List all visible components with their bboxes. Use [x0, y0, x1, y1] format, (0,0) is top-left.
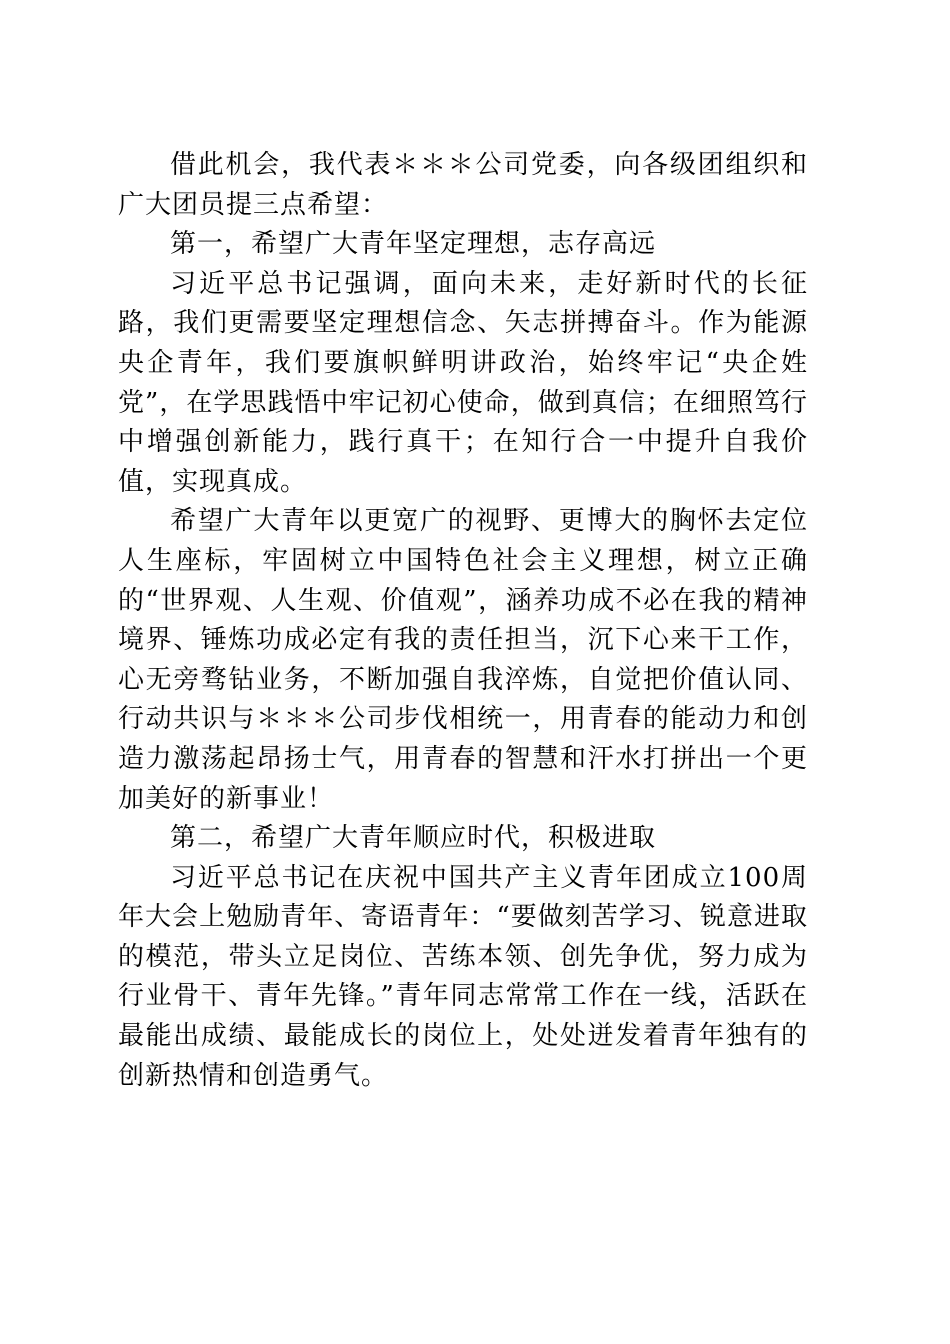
heading-second-hope: 第二，希望广大青年顺应时代，积极进取 — [170, 823, 657, 854]
paragraph-first-hope-body: 习近平总书记强调，面向未来，走好新时代的长征路，我们更需要坚定理想信念、矢志拼搏奋斗。作为能源央企青年，我们要旗帜鲜明讲政治，始终牢记“央企姓党”，在学思践悟中牢记初心使命，做到真信；在细照笃行中增强创新能力，践行真干；在知行合一中提升自我价值，实现真成。 — [118, 268, 808, 497]
paragraph-intro: 借此机会，我代表＊＊＊公司党委，向各级团组织和广大团员提三点希望： — [118, 150, 808, 220]
document-body — [118, 146, 808, 1096]
paragraph-first-hope-detail: 希望广大青年以更宽广的视野、更博大的胸怀去定位人生座标，牢固树立中国特色社会主义理想，树立正确的“世界观、人生观、价值观”，涵养功成不必在我的精神境界、锤炼功成必定有我的责任担当，沉下心来干工作，心无旁骛钻业务，不断加强自我淬炼，自觉把价值认同、行动共识与＊＊＊公司步伐相统一，用青春的能动力和创造力激荡起昂扬士气，用青春的智慧和汗水打拼出一个更加美好的新事业！ — [118, 506, 808, 814]
heading-first-hope: 第一，希望广大青年坚定理想，志存高远 — [170, 229, 657, 260]
paragraph-second-hope-body: 习近平总书记在庆祝中国共产主义青年团成立100周年大会上勉励青年、寄语青年：“要做刻苦学习、锐意进取的模范，带头立足岗位、苦练本领、创先争优，努力成为行业骨干、青年先锋。”青年同志常常工作在一线，活跃在最能出成绩、最能成长的岗位上，处处迸发着青年独有的创新热情和创造勇气。 — [118, 862, 808, 1091]
